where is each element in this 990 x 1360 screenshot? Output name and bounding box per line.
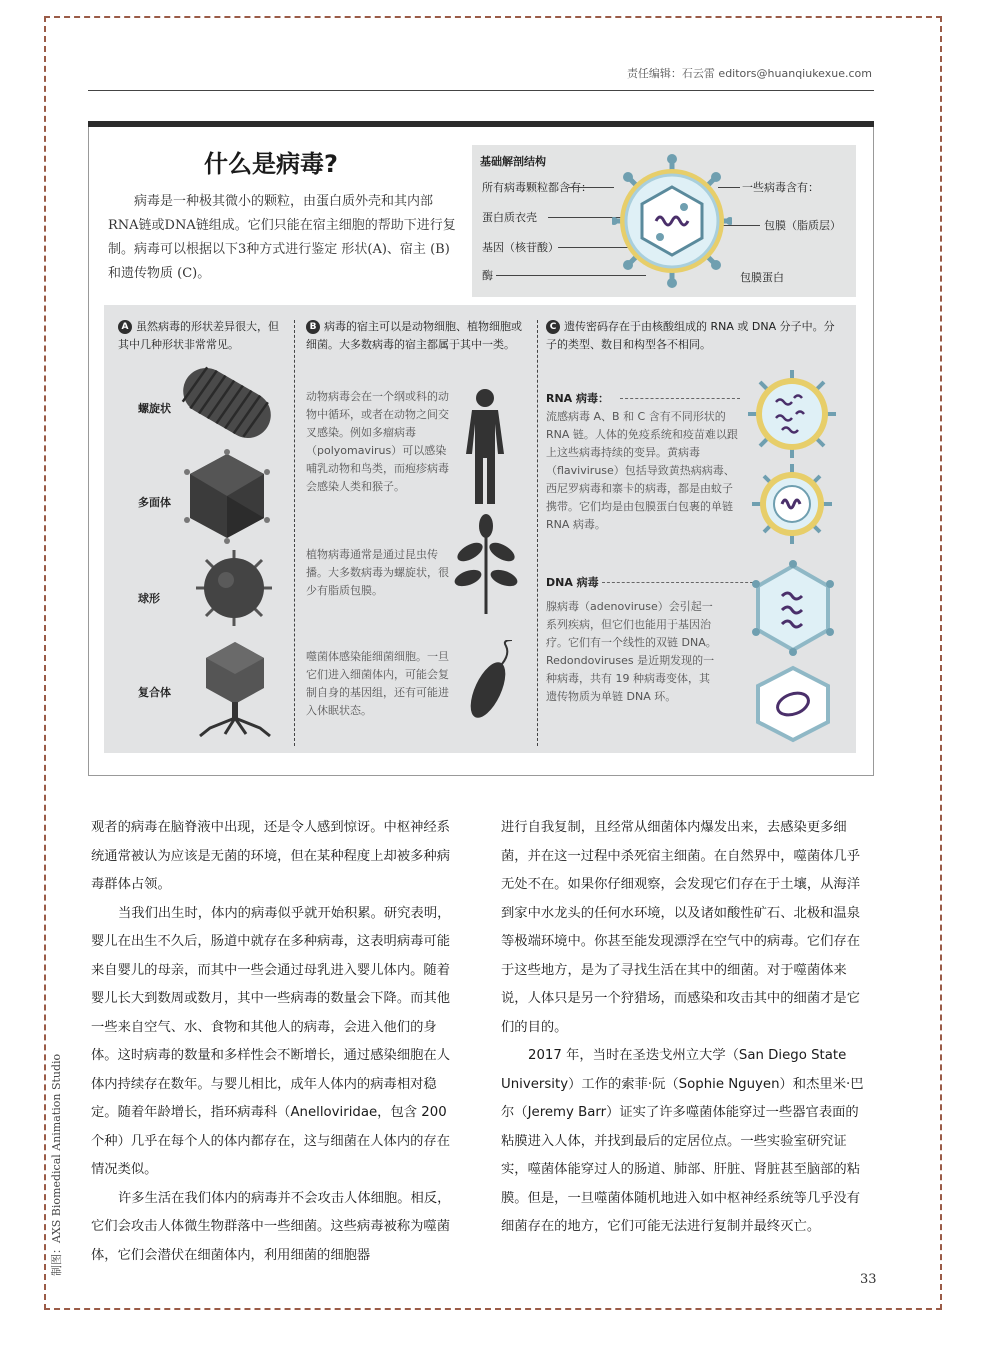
body-paragraph: 许多生活在我们体内的病毒并不会攻击人体细胞。相反，它们会攻击人体微生物群落中一些细菌。这些病毒被称为噬菌体，它们会潜伏在细菌体内，利用细菌的细胞器	[91, 1190, 451, 1263]
leader-line	[602, 582, 758, 583]
flavivirus-icon	[750, 462, 834, 546]
redondovirus-icon	[752, 664, 834, 744]
col-a-text: 虽然病毒的形状差异很大，但其中几种形状非常常见。	[118, 320, 279, 351]
shape-complex-label: 复合体	[138, 686, 171, 699]
anatomy-envelope-label: 包膜（脂质层）	[764, 219, 841, 232]
rna-virus-heading: RNA 病毒：	[546, 392, 610, 405]
shape-spherical-label: 球形	[138, 592, 160, 605]
shape-helical-label: 螺旋状	[138, 402, 171, 415]
rna-virus-text: 流感病毒 A、B 和 C 含有不同形状的 RNA 链。人体的免疫系统和疫苗难以跟上这些病毒持续的变异。黄病毒（flaviviruse）包括导致黄热病病毒、西尼罗病毒和寨卡的病毒，都是由蚊子携带。它们均是由包膜蛋白包裹的单链 RNA 病毒。	[546, 410, 738, 531]
influenza-virus-icon	[746, 368, 838, 460]
col-c-text: 遗传密码存在于由核酸组成的 RNA 或 DNA 分子中。分子的类型、数目和构型各不相同。	[546, 320, 835, 351]
body-column-left	[91, 814, 457, 1270]
polyhedral-virus-icon	[182, 448, 272, 544]
infobox-topbar	[88, 121, 874, 127]
helical-virus-icon	[172, 358, 282, 448]
col-c-header	[546, 318, 842, 354]
anatomy-genome-label: 基因（核苷酸）	[482, 241, 559, 254]
shape-polyhedral-label: 多面体	[138, 496, 171, 509]
dna-virus-heading: DNA 病毒	[546, 576, 599, 589]
body-paragraph: 2017 年，当时在圣迭戈州立大学（San Diego State University）工作的索菲·阮（Sophie Nguyen）和杰里米·巴尔（Jeremy Barr）证实了许多噬菌体能穿过一些器官表面的粘膜进入人体，并找到最后的定居位点。一些实验室研究证实，噬菌体能穿过人的肠道、肺部、肝脏、肾脏甚至脑部的粘膜。但是，一旦噬菌体随机地进入如中枢神经系统等几乎没有细菌存在的地方，它们可能无法进行复制并最终灭亡。	[501, 1048, 864, 1234]
header-rule	[88, 90, 874, 91]
human-silhouette-icon	[462, 386, 508, 506]
plant-silhouette-icon	[454, 514, 518, 614]
complex-virus-icon	[190, 638, 280, 738]
leader-line	[620, 398, 740, 399]
anatomy-title: 基础解剖结构	[480, 155, 546, 168]
phage-text: 噬菌体感染能细菌细胞。一旦它们进入细菌体内，可能会复制自身的基因组，还有可能进入休眠状态。	[306, 650, 449, 717]
animal-virus-text: 动物病毒会在一个纲或科的动物中循环，或者在动物之间交叉感染。例如多瘤病毒（polyomavirus）可以感染哺乳动物和鸟类，而疱疹病毒会感染人类和猴子。	[306, 390, 449, 493]
spherical-virus-icon	[194, 548, 274, 628]
anatomy-all-have: 所有病毒颗粒都含有：	[482, 181, 592, 194]
plant-virus-text: 植物病毒通常是通过昆虫传播。大多数病毒为螺旋状，很少有脂质包膜。	[306, 548, 449, 597]
infobox-intro: 病毒是一种极其微小的颗粒，由蛋白质外壳和其内部RNA链或DNA链组成。它们只能在宿主细胞的帮助下进行复制。病毒可以根据以下3种方式进行鉴定 形状(A)、宿主 (B) 和遗传物质 (C)。	[108, 194, 456, 281]
col-b-header	[306, 318, 528, 354]
leader-line	[568, 187, 614, 188]
badge-c: C	[546, 320, 560, 334]
adenovirus-icon	[752, 560, 834, 656]
body-paragraph: 进行自我复制，且经常从细菌体内爆发出来，去感染更多细菌，并在这一过程中杀死宿主细菌。在自然界中，噬菌体几乎无处不在。如果你仔细观察，会发现它们存在于土壤，从海洋到家中水龙头的任何水环境，以及诸如酸性矿石、北极和温泉等极端环境中。你甚至能发现漂浮在空气中的病毒。它们存在于这些地方，是为了寻找生活在其中的细菌。对于噬菌体来说，人体只是另一个狩猎场，而感染和攻击其中的细菌才是它们的目的。	[501, 820, 861, 1035]
col-b-text: 病毒的宿主可以是动物细胞、植物细胞或细菌。大多数病毒的宿主都属于其中一类。	[306, 320, 522, 351]
anatomy-enzyme-label: 酶	[482, 269, 493, 282]
anatomy-capsid-label: 蛋白质衣壳	[482, 211, 537, 224]
body-paragraph: 观者的病毒在脑脊液中出现，还是令人感到惊讶。中枢神经系统通常被认为应该是无菌的环境，但在某种程度上却被多种病毒群体占领。	[91, 820, 451, 892]
body-column-right	[501, 814, 867, 1242]
infobox-title: 什么是病毒?	[204, 150, 338, 178]
editor-credit: 责任编辑：石云雷 editors@huanqiukexue.com	[626, 67, 872, 80]
column-divider	[294, 320, 295, 746]
column-divider	[537, 320, 538, 746]
badge-a: A	[118, 320, 132, 334]
col-a-header	[118, 318, 288, 354]
enveloped-virus-icon	[612, 151, 732, 291]
body-paragraph: 当我们出生时，体内的病毒似乎就开始积累。研究表明，婴儿在出生不久后，肠道中就存在多种病毒，这表明病毒可能来自婴儿的母亲，而其中一些会通过母乳进入婴儿体内。随着婴儿长大到数周或数月，其中一些病毒的数量会下降。而其他一些来自空气、水、食物和其他人的病毒，会进入他们的身体。这时病毒的数量和多样性会不断增长，通过感染细胞在人体内持续存在数年。与婴儿相比，成年人体内的病毒相对稳定。随着年龄增长，指环病毒科（Anelloviridae，包含 200 个种）几乎在每个人的体内都存在，这与细菌在人体内的存在情况类似。	[91, 905, 451, 1177]
anatomy-diagram	[472, 145, 856, 297]
anatomy-some-have: 一些病毒含有：	[742, 181, 819, 194]
anatomy-envelope-protein-label: 包膜蛋白	[740, 271, 784, 284]
bacterium-icon	[462, 640, 522, 724]
page-number: 33	[860, 1272, 877, 1287]
dna-virus-text: 腺病毒（adenoviruse）会引起一系列疾病，但它们也能用于基因治疗。它们有一个线性的双链 DNA。Redondoviruses 是近期发现的一种病毒，共有 19 种病毒变体，其遗传物质为单链 DNA 环。	[546, 600, 717, 703]
badge-b: B	[306, 320, 320, 334]
illustration-credit: 制图：AXS Biomedical Animation Studio	[50, 1053, 63, 1276]
